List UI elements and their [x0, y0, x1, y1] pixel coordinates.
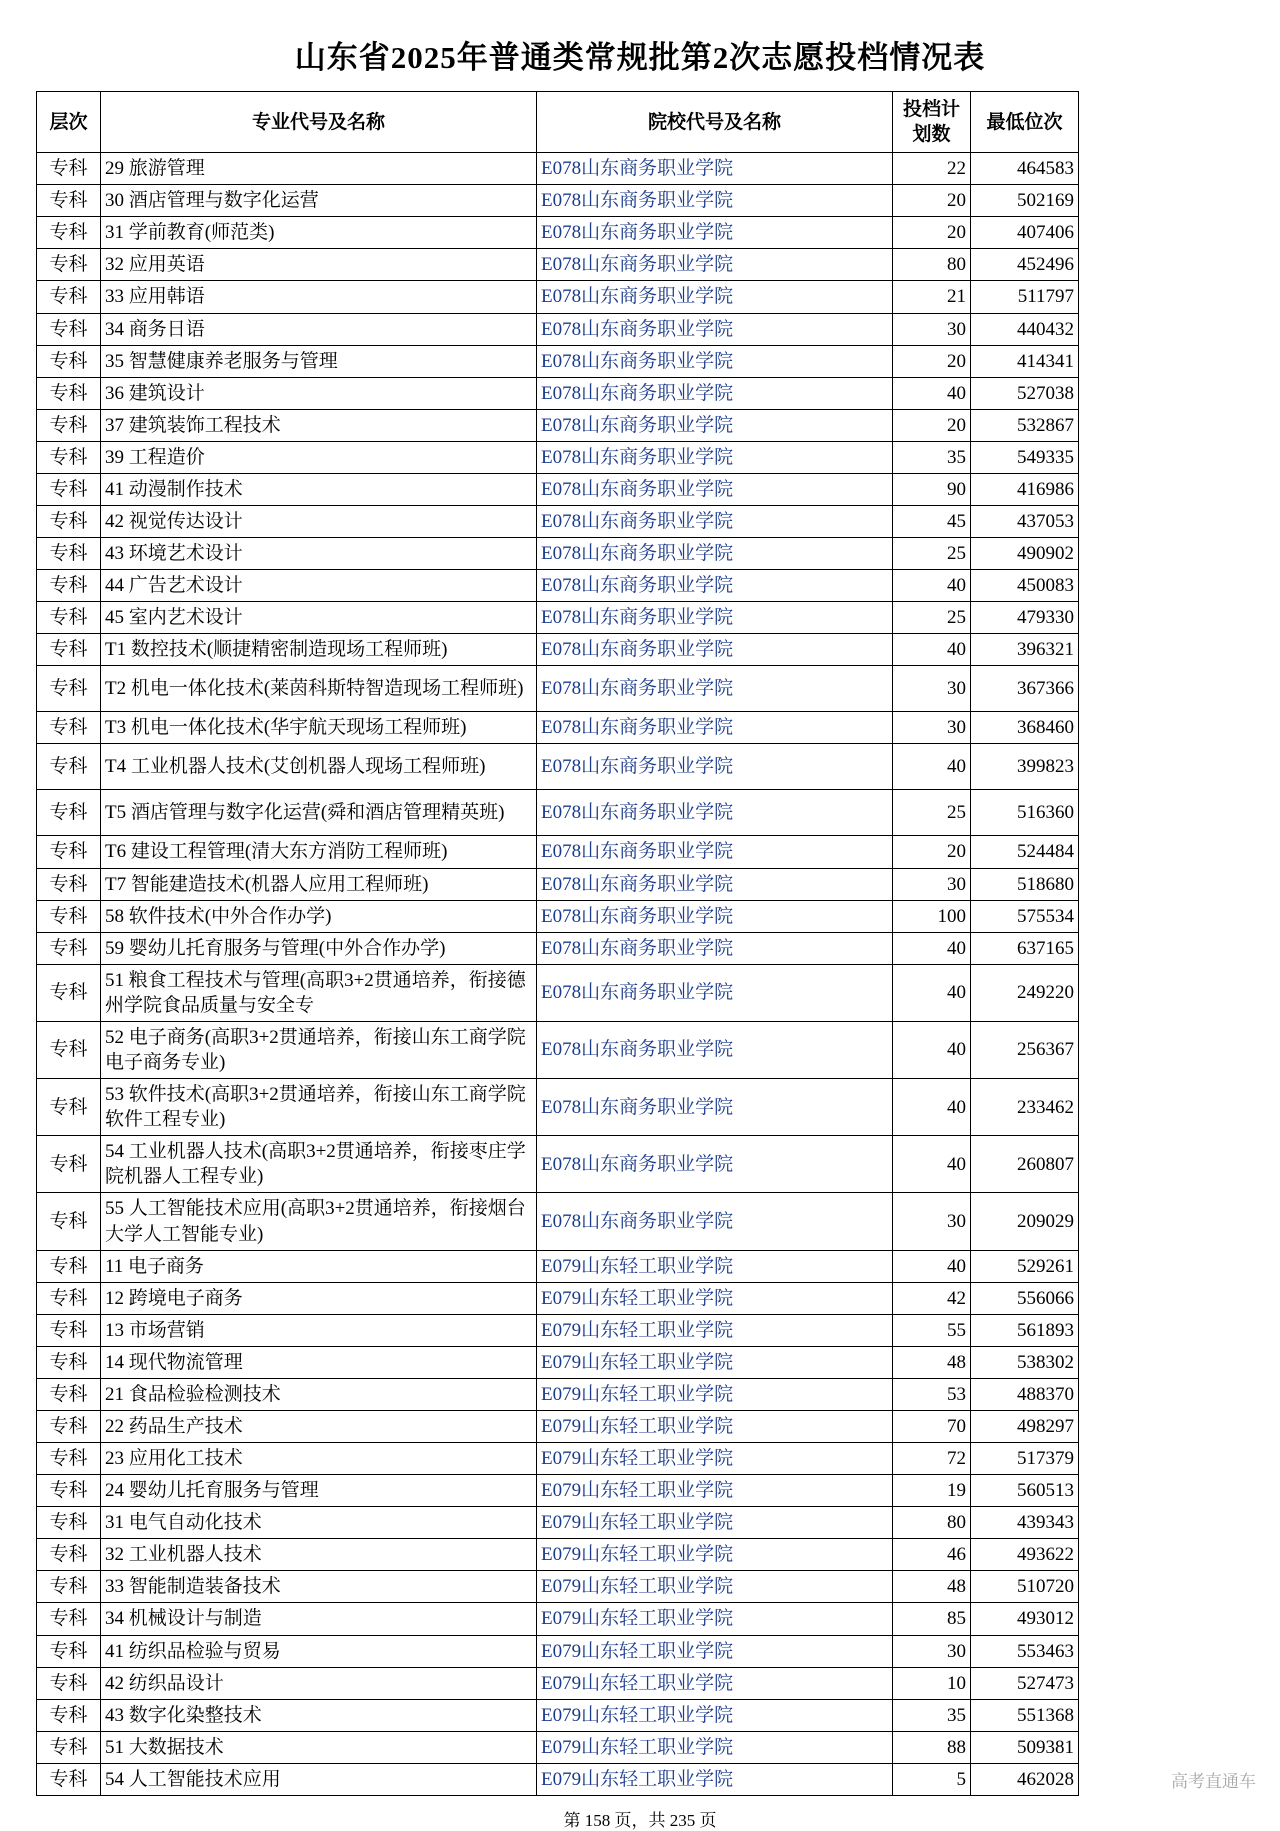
- rank-cell: 510720: [971, 1571, 1079, 1603]
- major-cell: 31 电气自动化技术: [101, 1507, 537, 1539]
- rank-cell: 493012: [971, 1603, 1079, 1635]
- table-row: [37, 1763, 1079, 1795]
- plan-cell: 21: [893, 281, 971, 313]
- table-row: [37, 538, 1079, 570]
- rank-cell: 209029: [971, 1193, 1079, 1250]
- table-row: [37, 506, 1079, 538]
- table-row: [37, 570, 1079, 602]
- plan-cell: 20: [893, 185, 971, 217]
- table-row: [37, 1507, 1079, 1539]
- plan-cell: 25: [893, 790, 971, 836]
- level-cell: 专科: [37, 409, 101, 441]
- plan-cell: 72: [893, 1443, 971, 1475]
- college-cell: E079山东轻工职业学院: [537, 1699, 893, 1731]
- level-cell: 专科: [37, 1603, 101, 1635]
- plan-cell: 40: [893, 377, 971, 409]
- level-cell: 专科: [37, 868, 101, 900]
- page-title: 山东省2025年普通类常规批第2次志愿投档情况表: [294, 40, 986, 75]
- major-cell: 44 广告艺术设计: [101, 570, 537, 602]
- table-row: [37, 1699, 1079, 1731]
- college-cell: E078山东商务职业学院: [537, 1193, 893, 1250]
- college-cell: E078山东商务职业学院: [537, 1079, 893, 1136]
- level-cell: 专科: [37, 377, 101, 409]
- plan-cell: 80: [893, 1507, 971, 1539]
- plan-cell: 100: [893, 900, 971, 932]
- table-row: [37, 1250, 1079, 1282]
- plan-cell: 30: [893, 712, 971, 744]
- table-row: [37, 1635, 1079, 1667]
- level-cell: 专科: [37, 1571, 101, 1603]
- plan-cell: 20: [893, 345, 971, 377]
- college-cell: E079山东轻工职业学院: [537, 1475, 893, 1507]
- table-row: [37, 602, 1079, 634]
- college-cell: E078山东商务职业学院: [537, 538, 893, 570]
- college-cell: E078山东商务职业学院: [537, 1021, 893, 1078]
- college-cell: E078山东商务职业学院: [537, 185, 893, 217]
- table-row: [37, 790, 1079, 836]
- table-row: [37, 964, 1079, 1021]
- major-cell: 45 室内艺术设计: [101, 602, 537, 634]
- rank-cell: 452496: [971, 249, 1079, 281]
- level-cell: 专科: [37, 473, 101, 505]
- rank-cell: 437053: [971, 506, 1079, 538]
- college-cell: E078山东商务职业学院: [537, 249, 893, 281]
- major-cell: T4 工业机器人技术(艾创机器人现场工程师班): [101, 744, 537, 790]
- plan-cell: 48: [893, 1571, 971, 1603]
- college-cell: E078山东商务职业学院: [537, 377, 893, 409]
- college-cell: E079山东轻工职业学院: [537, 1507, 893, 1539]
- rank-cell: 527473: [971, 1667, 1079, 1699]
- rank-cell: 493622: [971, 1539, 1079, 1571]
- major-cell: 43 数字化染整技术: [101, 1699, 537, 1731]
- level-cell: 专科: [37, 1731, 101, 1763]
- rank-cell: 450083: [971, 570, 1079, 602]
- rank-cell: 399823: [971, 744, 1079, 790]
- college-cell: E078山东商务职业学院: [537, 281, 893, 313]
- college-cell: E078山东商务职业学院: [537, 473, 893, 505]
- plan-cell: 25: [893, 602, 971, 634]
- plan-cell: 30: [893, 666, 971, 712]
- college-cell: E079山东轻工职业学院: [537, 1346, 893, 1378]
- rank-cell: 551368: [971, 1699, 1079, 1731]
- header-rank: 最低位次: [971, 92, 1079, 153]
- header-level: 层次: [37, 92, 101, 153]
- rank-cell: 524484: [971, 836, 1079, 868]
- major-cell: 55 人工智能技术应用(高职3+2贯通培养，衔接烟台大学人工智能专业): [101, 1193, 537, 1250]
- college-cell: E079山东轻工职业学院: [537, 1443, 893, 1475]
- major-cell: 32 应用英语: [101, 249, 537, 281]
- table-row: [37, 473, 1079, 505]
- major-cell: 21 食品检验检测技术: [101, 1378, 537, 1410]
- table-row: [37, 313, 1079, 345]
- plan-cell: 20: [893, 217, 971, 249]
- college-cell: E079山东轻工职业学院: [537, 1539, 893, 1571]
- major-cell: 39 工程造价: [101, 441, 537, 473]
- level-cell: 专科: [37, 1443, 101, 1475]
- major-cell: 11 电子商务: [101, 1250, 537, 1282]
- college-cell: E078山东商务职业学院: [537, 900, 893, 932]
- rank-cell: 517379: [971, 1443, 1079, 1475]
- level-cell: 专科: [37, 538, 101, 570]
- level-cell: 专科: [37, 634, 101, 666]
- level-cell: 专科: [37, 836, 101, 868]
- major-cell: T2 机电一体化技术(莱茵科斯特智造现场工程师班): [101, 666, 537, 712]
- college-cell: E078山东商务职业学院: [537, 409, 893, 441]
- table-row: [37, 1079, 1079, 1136]
- college-cell: E078山东商务职业学院: [537, 602, 893, 634]
- rank-cell: 249220: [971, 964, 1079, 1021]
- college-cell: E078山东商务职业学院: [537, 441, 893, 473]
- major-cell: 42 纺织品设计: [101, 1667, 537, 1699]
- plan-cell: 48: [893, 1346, 971, 1378]
- rank-cell: 553463: [971, 1635, 1079, 1667]
- major-cell: 29 旅游管理: [101, 153, 537, 185]
- plan-cell: 19: [893, 1475, 971, 1507]
- level-cell: 专科: [37, 1475, 101, 1507]
- major-cell: 14 现代物流管理: [101, 1346, 537, 1378]
- admission-table: [36, 91, 1079, 1796]
- table-row: [37, 1282, 1079, 1314]
- plan-cell: 40: [893, 1250, 971, 1282]
- table-row: [37, 1603, 1079, 1635]
- header-plan: [893, 92, 971, 153]
- major-cell: 59 婴幼儿托育服务与管理(中外合作办学): [101, 932, 537, 964]
- rank-cell: 518680: [971, 868, 1079, 900]
- major-cell: 35 智慧健康养老服务与管理: [101, 345, 537, 377]
- table-row: [37, 1136, 1079, 1193]
- plan-cell: 40: [893, 1021, 971, 1078]
- college-cell: E078山东商务职业学院: [537, 153, 893, 185]
- plan-cell: 55: [893, 1314, 971, 1346]
- level-cell: 专科: [37, 1021, 101, 1078]
- plan-cell: 30: [893, 1635, 971, 1667]
- plan-cell: 53: [893, 1378, 971, 1410]
- major-cell: 42 视觉传达设计: [101, 506, 537, 538]
- major-cell: 52 电子商务(高职3+2贯通培养，衔接山东工商学院电子商务专业): [101, 1021, 537, 1078]
- table-row: [37, 932, 1079, 964]
- rank-cell: 256367: [971, 1021, 1079, 1078]
- level-cell: 专科: [37, 345, 101, 377]
- plan-cell: 40: [893, 570, 971, 602]
- rank-cell: 527038: [971, 377, 1079, 409]
- rank-cell: 549335: [971, 441, 1079, 473]
- table-row: [37, 836, 1079, 868]
- college-cell: E078山东商务职业学院: [537, 744, 893, 790]
- college-cell: E078山东商务职业学院: [537, 313, 893, 345]
- plan-cell: 85: [893, 1603, 971, 1635]
- plan-cell: 40: [893, 1136, 971, 1193]
- college-cell: E078山东商务职业学院: [537, 790, 893, 836]
- page-number: 第 158 页，共 235 页: [563, 1810, 717, 1830]
- major-cell: 54 人工智能技术应用: [101, 1763, 537, 1795]
- college-cell: E079山东轻工职业学院: [537, 1731, 893, 1763]
- level-cell: 专科: [37, 1699, 101, 1731]
- header-major: 专业代号及名称: [101, 92, 537, 153]
- major-cell: 31 学前教育(师范类): [101, 217, 537, 249]
- rank-cell: 502169: [971, 185, 1079, 217]
- plan-cell: 35: [893, 441, 971, 473]
- rank-cell: 414341: [971, 345, 1079, 377]
- major-cell: T5 酒店管理与数字化运营(舜和酒店管理精英班): [101, 790, 537, 836]
- college-cell: E079山东轻工职业学院: [537, 1250, 893, 1282]
- college-cell: E078山东商务职业学院: [537, 634, 893, 666]
- major-cell: 13 市场营销: [101, 1314, 537, 1346]
- rank-cell: 509381: [971, 1731, 1079, 1763]
- plan-cell: 40: [893, 964, 971, 1021]
- level-cell: 专科: [37, 217, 101, 249]
- plan-cell: 88: [893, 1731, 971, 1763]
- rank-cell: 396321: [971, 634, 1079, 666]
- college-cell: E079山东轻工职业学院: [537, 1763, 893, 1795]
- plan-cell: 30: [893, 868, 971, 900]
- level-cell: 专科: [37, 744, 101, 790]
- table-row: [37, 185, 1079, 217]
- college-cell: E078山东商务职业学院: [537, 506, 893, 538]
- level-cell: 专科: [37, 249, 101, 281]
- rank-cell: 440432: [971, 313, 1079, 345]
- level-cell: 专科: [37, 1346, 101, 1378]
- major-cell: 54 工业机器人技术(高职3+2贯通培养，衔接枣庄学院机器人工程专业): [101, 1136, 537, 1193]
- table-row: [37, 217, 1079, 249]
- rank-cell: 368460: [971, 712, 1079, 744]
- table-row: [37, 1410, 1079, 1442]
- college-cell: E078山东商务职业学院: [537, 836, 893, 868]
- major-cell: 36 建筑设计: [101, 377, 537, 409]
- major-cell: 51 大数据技术: [101, 1731, 537, 1763]
- plan-cell: 5: [893, 1763, 971, 1795]
- level-cell: 专科: [37, 1507, 101, 1539]
- level-cell: 专科: [37, 712, 101, 744]
- plan-cell: 80: [893, 249, 971, 281]
- level-cell: 专科: [37, 1079, 101, 1136]
- plan-cell: 42: [893, 1282, 971, 1314]
- level-cell: 专科: [37, 666, 101, 712]
- major-cell: 32 工业机器人技术: [101, 1539, 537, 1571]
- plan-cell: 46: [893, 1539, 971, 1571]
- rank-cell: 556066: [971, 1282, 1079, 1314]
- major-cell: 58 软件技术(中外合作办学): [101, 900, 537, 932]
- rank-cell: 464583: [971, 153, 1079, 185]
- major-cell: 33 智能制造装备技术: [101, 1571, 537, 1603]
- level-cell: 专科: [37, 790, 101, 836]
- table-row: [37, 1443, 1079, 1475]
- rank-cell: 233462: [971, 1079, 1079, 1136]
- college-cell: E079山东轻工职业学院: [537, 1378, 893, 1410]
- major-cell: 23 应用化工技术: [101, 1443, 537, 1475]
- major-cell: T7 智能建造技术(机器人应用工程师班): [101, 868, 537, 900]
- level-cell: 专科: [37, 313, 101, 345]
- major-cell: T6 建设工程管理(清大东方消防工程师班): [101, 836, 537, 868]
- header-college: 院校代号及名称: [537, 92, 893, 153]
- level-cell: 专科: [37, 281, 101, 313]
- watermark: 高考直通车: [1171, 1772, 1256, 1791]
- table-row: [37, 1475, 1079, 1507]
- major-cell: 12 跨境电子商务: [101, 1282, 537, 1314]
- table-row: [37, 153, 1079, 185]
- major-cell: T3 机电一体化技术(华宇航天现场工程师班): [101, 712, 537, 744]
- plan-cell: 10: [893, 1667, 971, 1699]
- level-cell: 专科: [37, 1314, 101, 1346]
- level-cell: 专科: [37, 1136, 101, 1193]
- major-cell: T1 数控技术(顺捷精密制造现场工程师班): [101, 634, 537, 666]
- table-row: [37, 1314, 1079, 1346]
- plan-cell: 45: [893, 506, 971, 538]
- major-cell: 33 应用韩语: [101, 281, 537, 313]
- rank-cell: 439343: [971, 1507, 1079, 1539]
- table-row: [37, 345, 1079, 377]
- level-cell: 专科: [37, 1635, 101, 1667]
- college-cell: E078山东商务职业学院: [537, 570, 893, 602]
- level-cell: 专科: [37, 964, 101, 1021]
- plan-cell: 40: [893, 932, 971, 964]
- level-cell: 专科: [37, 1378, 101, 1410]
- table-row: [37, 409, 1079, 441]
- college-cell: E078山东商务职业学院: [537, 666, 893, 712]
- table-row: [37, 1193, 1079, 1250]
- rank-cell: 462028: [971, 1763, 1079, 1795]
- table-header: [37, 92, 1079, 153]
- college-cell: E078山东商务职业学院: [537, 868, 893, 900]
- table-row: [37, 281, 1079, 313]
- plan-cell: 30: [893, 313, 971, 345]
- table-row: [37, 1571, 1079, 1603]
- level-cell: 专科: [37, 1410, 101, 1442]
- table-row: [37, 1667, 1079, 1699]
- college-cell: E078山东商务职业学院: [537, 217, 893, 249]
- table-row: [37, 441, 1079, 473]
- major-cell: 53 软件技术(高职3+2贯通培养，衔接山东工商学院软件工程专业): [101, 1079, 537, 1136]
- table-row: [37, 744, 1079, 790]
- level-cell: 专科: [37, 153, 101, 185]
- major-cell: 41 纺织品检验与贸易: [101, 1635, 537, 1667]
- rank-cell: 498297: [971, 1410, 1079, 1442]
- table-row: [37, 1731, 1079, 1763]
- college-cell: E078山东商务职业学院: [537, 964, 893, 1021]
- rank-cell: 532867: [971, 409, 1079, 441]
- major-cell: 34 机械设计与制造: [101, 1603, 537, 1635]
- rank-cell: 637165: [971, 932, 1079, 964]
- table-header-row: [37, 92, 1079, 153]
- plan-cell: 20: [893, 409, 971, 441]
- plan-cell: 40: [893, 634, 971, 666]
- major-cell: 41 动漫制作技术: [101, 473, 537, 505]
- level-cell: 专科: [37, 1763, 101, 1795]
- major-cell: 34 商务日语: [101, 313, 537, 345]
- rank-cell: 516360: [971, 790, 1079, 836]
- table-row: [37, 712, 1079, 744]
- college-cell: E078山东商务职业学院: [537, 932, 893, 964]
- rank-cell: 538302: [971, 1346, 1079, 1378]
- major-cell: 24 婴幼儿托育服务与管理: [101, 1475, 537, 1507]
- plan-cell: 40: [893, 744, 971, 790]
- plan-cell: 35: [893, 1699, 971, 1731]
- plan-cell: 40: [893, 1079, 971, 1136]
- rank-cell: 416986: [971, 473, 1079, 505]
- plan-cell: 90: [893, 473, 971, 505]
- rank-cell: 490902: [971, 538, 1079, 570]
- major-cell: 51 粮食工程技术与管理(高职3+2贯通培养，衔接德州学院食品质量与安全专: [101, 964, 537, 1021]
- college-cell: E078山东商务职业学院: [537, 1136, 893, 1193]
- rank-cell: 575534: [971, 900, 1079, 932]
- college-cell: E079山东轻工职业学院: [537, 1314, 893, 1346]
- college-cell: E079山东轻工职业学院: [537, 1603, 893, 1635]
- major-cell: 43 环境艺术设计: [101, 538, 537, 570]
- level-cell: 专科: [37, 185, 101, 217]
- header-plan-label: 投档计划数: [902, 99, 960, 146]
- rank-cell: 367366: [971, 666, 1079, 712]
- table-row: [37, 868, 1079, 900]
- table-row: [37, 666, 1079, 712]
- table-row: [37, 1021, 1079, 1078]
- level-cell: 专科: [37, 1250, 101, 1282]
- plan-cell: 20: [893, 836, 971, 868]
- major-cell: 22 药品生产技术: [101, 1410, 537, 1442]
- level-cell: 专科: [37, 1667, 101, 1699]
- table-row: [37, 1378, 1079, 1410]
- table-row: [37, 249, 1079, 281]
- table-body: [37, 153, 1079, 1796]
- rank-cell: 407406: [971, 217, 1079, 249]
- level-cell: 专科: [37, 570, 101, 602]
- college-cell: E079山东轻工职业学院: [537, 1635, 893, 1667]
- rank-cell: 529261: [971, 1250, 1079, 1282]
- rank-cell: 479330: [971, 602, 1079, 634]
- level-cell: 专科: [37, 506, 101, 538]
- rank-cell: 561893: [971, 1314, 1079, 1346]
- plan-cell: 22: [893, 153, 971, 185]
- level-cell: 专科: [37, 602, 101, 634]
- table-row: [37, 1539, 1079, 1571]
- major-cell: 37 建筑装饰工程技术: [101, 409, 537, 441]
- college-cell: E079山东轻工职业学院: [537, 1282, 893, 1314]
- rank-cell: 560513: [971, 1475, 1079, 1507]
- plan-cell: 30: [893, 1193, 971, 1250]
- table-row: [37, 1346, 1079, 1378]
- plan-cell: 25: [893, 538, 971, 570]
- level-cell: 专科: [37, 1282, 101, 1314]
- college-cell: E079山东轻工职业学院: [537, 1410, 893, 1442]
- college-cell: E078山东商务职业学院: [537, 712, 893, 744]
- level-cell: 专科: [37, 441, 101, 473]
- rank-cell: 260807: [971, 1136, 1079, 1193]
- level-cell: 专科: [37, 1193, 101, 1250]
- level-cell: 专科: [37, 932, 101, 964]
- college-cell: E079山东轻工职业学院: [537, 1667, 893, 1699]
- table-row: [37, 634, 1079, 666]
- rank-cell: 511797: [971, 281, 1079, 313]
- plan-cell: 70: [893, 1410, 971, 1442]
- level-cell: 专科: [37, 1539, 101, 1571]
- table-row: [37, 377, 1079, 409]
- college-cell: E078山东商务职业学院: [537, 345, 893, 377]
- table-row: [37, 900, 1079, 932]
- college-cell: E079山东轻工职业学院: [537, 1571, 893, 1603]
- major-cell: 30 酒店管理与数字化运营: [101, 185, 537, 217]
- rank-cell: 488370: [971, 1378, 1079, 1410]
- level-cell: 专科: [37, 900, 101, 932]
